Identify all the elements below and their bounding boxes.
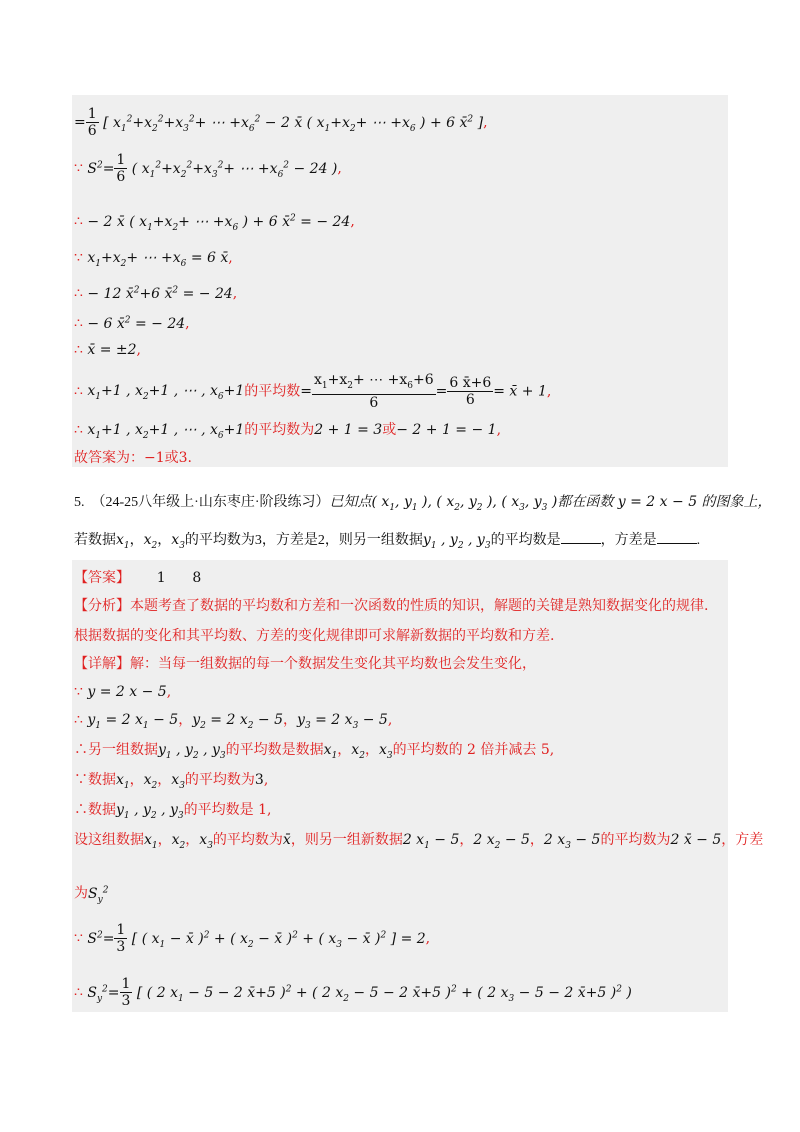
detail-line-2: ∵ y = 2 x − 5, [74, 684, 172, 700]
answer-line: 【答案】 1 8 [74, 570, 202, 586]
eq-line-8: ∴ $x_1+1$ , $x_2+1$ , ⋯ , $x_6+1$的平均数= $\frac{x_1+x_2+ \cdots +x_6+6}{6}$ = $\frac{6 x̄+6}{6}$ = x̄ + 1, [74, 372, 552, 411]
fraction-one-sixth: $\frac{1}{6}$ [87, 106, 97, 139]
eq-line-3: ∴ − 2 x̄ ( $x_1+x_2+$ ⋯ $+x_6$ ) + 6 x̄$^2$ = − 24, [74, 213, 355, 233]
final-answer-line: 故答案为：−1或3. [74, 450, 192, 466]
eq-line-5: ∴ − 12 x̄$^2$+6 x̄$^2$ = − 24, [74, 285, 238, 302]
detail-line-1: 【详解】解：当每一组数据的每一个数据发生变化其平均数也会发生变化， [74, 656, 536, 672]
eq-line-7: ∴ x̄ = ±2, [74, 342, 141, 358]
question-line-2: 若数据$x_1$，$x_2$，$x_3$的平均数为3，方差是2，则另一组数据$y_1$ , $y_2$ , $y_3$的平均数是 ，方差是 . [74, 532, 701, 551]
detail-line-5: ∵数据$x_1$，$x_2$，$x_3$的平均数为3, [74, 772, 269, 791]
eq-line-6: ∴ − 6 x̄$^2$ = − 24, [74, 315, 190, 332]
analysis-line-2: 根据数据的变化和其平均数、方差的变化规律即可求解新数据的平均数和方差. [74, 628, 555, 644]
eq-line-9: ∴ $x_1+1$ , $x_2+1$ , ⋯ , $x_6+1$的平均数为2 + 1 = 3或− 2 + 1 = − 1, [74, 422, 502, 441]
detail-line-7: 设这组数据$x_1$，$x_2$，$x_3$的平均数为x̄，则另一组新数据2 $x_1 - 5$，2 $x_2 - 5$，2 $x_3 - 5$的平均数为2 x̄ − 5，方差 [74, 832, 764, 851]
analysis-line-1: 【分析】本题考查了数据的平均数和方差和一次函数的性质的知识，解题的关键是熟知数据变化的规律. [74, 598, 709, 614]
detail-line-9: ∵ $S^2=$ $\frac{1}{3}$ [ ( $x_1$ − x̄ )$^2$ + ( $x_2$ − x̄ )$^2$ + ( $x_3$ − x̄ )$^2$ ] = 2, [74, 922, 431, 955]
eq-line-4: ∵ $x_1+x_2+$ ⋯ $+x_6 = 6$ x̄, [74, 250, 233, 269]
blank-mean [561, 531, 601, 544]
question-line-1: 5. （24-25八年级上·山东枣庄·阶段练习）已知点( $x_1$, $y_1$ ), ( $x_2$, $y_2$ ), ( $x_3$, $y_3$ )都在函数 y = 2 x − 5 的图象上， [74, 494, 772, 513]
detail-line-10: ∴ $S_y^2=$ $\frac{1}{3}$ [ ( 2 $x_1 - 5 - 2$ x̄+5 )$^2$ + ( 2 $x_2 - 5 - 2$ x̄+5 )$^2$ + ( 2 $x_3 - 5 - 2$ x̄+5 )$^2$ ) [74, 976, 632, 1009]
detail-line-8: 为$S_y^2$ [74, 885, 109, 905]
detail-line-4: ∴另一组数据$y_1$ , $y_2$ , $y_3$的平均数是数据$x_1$，$x_2$，$x_3$的平均数的 2 倍并减去 5, [74, 742, 555, 761]
detail-line-3: ∴ $y_1 = 2$ $x_1 - 5$，$y_2 = 2$ $x_2 - 5$，$y_3 = 2$ $x_3 - 5$, [74, 712, 393, 731]
eq-line-2: ∵ $S^2=$ $\frac{1}{6}$ ( $x_1^2+x_2^2+x_3^2+$ ⋯ $+x_6^2 - 24$ ), [74, 152, 342, 185]
detail-line-6: ∴数据$y_1$ , $y_2$ , $y_3$的平均数是 1, [74, 802, 272, 821]
blank-variance [657, 531, 697, 544]
eq-line-1: = $\frac{1}{6}$ [ $x_1^2+x_2^2+x_3^2+$ ⋯ $+x_6^2 - 2$ x̄ ( $x_1+x_2+$ ⋯ $+x_6$ ) + 6 x̄$^2$ ], [74, 106, 488, 139]
